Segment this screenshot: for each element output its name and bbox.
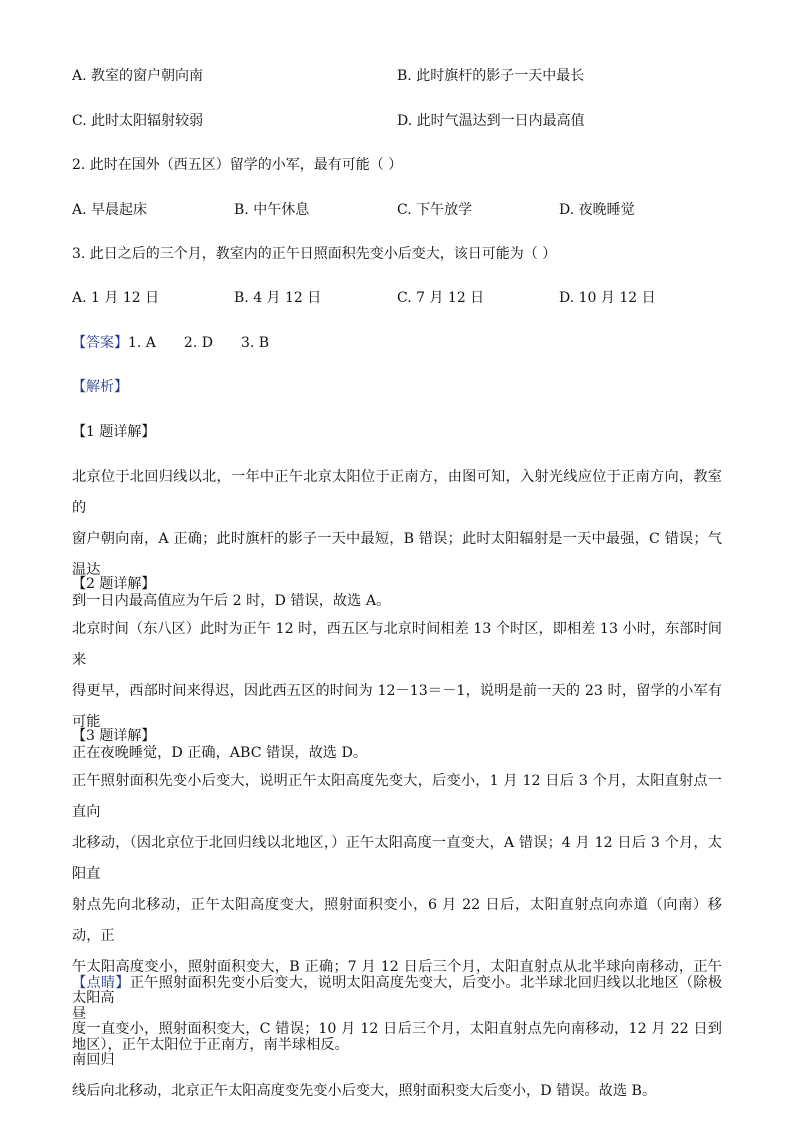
q3-option-c: C. 7 月 12 日: [397, 290, 485, 306]
detail3-line-5: 度一直变小，照射面积变大，C 错误；10 月 12 日后三个月，太阳直射点先向南移动，12 月 22 日到南回归: [72, 1021, 722, 1068]
analysis-label: 【解析】: [72, 379, 128, 395]
q1-option-c: C. 此时太阳辐射较弱: [72, 113, 204, 129]
q1-option-d: D. 此时气温达到一日内最高值: [397, 113, 585, 129]
q3-option-d: D. 10 月 12 日: [559, 290, 656, 306]
q3-option-b: B. 4 月 12 日: [234, 290, 322, 306]
detail2-line-2: 得更早，西部时间来得迟，因此西五区的时间为 12－13＝－1，说明是前一天的 23 时，留学的小军有可能: [72, 683, 722, 730]
answer-line: [72, 333, 269, 353]
answer-label: 【答案】: [72, 335, 128, 351]
detail1-line-1: 北京位于北回归线以北，一年中正午北京太阳位于正南方，由图可知，入射光线应位于正南方向，教室的: [72, 469, 722, 516]
detail1-body: [72, 462, 722, 617]
q2-option-d: D. 夜晚睡觉: [559, 202, 635, 218]
detail3-line-3: 射点先向北移动，正午太阳高度变大，照射面积变小，6 月 22 日后，太阳直射点向赤道（向南）移动，正: [72, 897, 722, 944]
comment-text-1: 正午照射面积先变小后变大，说明太阳高度先变大，后变小。北半球北回归线以北地区（除极昼: [72, 975, 722, 1022]
detail3-line-2: 北移动，（因北京位于北回归线以北地区，）正午太阳高度一直变大，A 错误；4 月 12 日后 3 个月，太阳直: [72, 835, 722, 882]
q2-option-a: A. 早晨起床: [72, 202, 148, 218]
comment-line-1: [72, 968, 722, 1030]
detail1-line-2: 窗户朝向南，A 正确；此时旗杆的影子一天中最短，B 错误；此时太阳辐射是一天中最强，C 错误；气温达: [72, 531, 722, 578]
q2-option-b: B. 中午休息: [234, 202, 310, 218]
q3-option-a: A. 1 月 12 日: [72, 290, 160, 306]
q2-option-c: C. 下午放学: [397, 202, 473, 218]
detail1-line-3: 到一日内最高值应为午后 2 时，D 错误，故选 A。: [72, 593, 391, 609]
detail2-label: 【2 题详解】: [72, 576, 156, 592]
detail1-label: 【1 题详解】: [72, 424, 156, 440]
answer-item-2: 2. D: [183, 335, 213, 351]
q1-option-a: A. 教室的窗户朝向南: [72, 68, 204, 84]
comment-line-2: 地区），正午太阳位于正南方，南半球相反。: [72, 1037, 349, 1053]
q2-stem: 2. 此时在国外（西五区）留学的小军，最有可能（ ）: [72, 157, 403, 173]
detail3-line-1: 正午照射面积先变小后变大，说明正午太阳高度先变大，后变小，1 月 12 日后 3 个月，太阳直射点一直向: [72, 773, 722, 820]
q1-option-b: B. 此时旗杆的影子一天中最长: [397, 68, 585, 84]
detail2-line-3: 正在夜晚睡觉，D 正确，ABC 错误，故选 D。: [72, 745, 368, 761]
detail3-label: 【3 题详解】: [72, 728, 156, 744]
detail2-line-1: 北京时间（东八区）此时为正午 12 时，西五区与北京时间相差 13 个时区，即相差 13 小时，东部时间来: [72, 621, 722, 668]
detail2-body: [72, 614, 722, 769]
q3-stem: 3. 此日之后的三个月，教室内的正午日照面积先变小后变大，该日可能为（ ）: [72, 246, 557, 262]
detail3-line-6: 线后向北移动，北京正午太阳高度变先变小后变大，照射面积变大后变小，D 错误。故选 B。: [72, 1083, 657, 1099]
comment-label: 【点睛】: [72, 975, 130, 991]
answer-item-1: 1. A: [128, 335, 156, 351]
detail3-line-4: 午太阳高度变小，照射面积变大，B 正确；7 月 12 日后三个月，太阳直射点从北半球向南移动，正午太阳高: [72, 959, 722, 1006]
comment-body: [72, 968, 722, 1061]
answer-item-3: 3. B: [240, 335, 270, 351]
